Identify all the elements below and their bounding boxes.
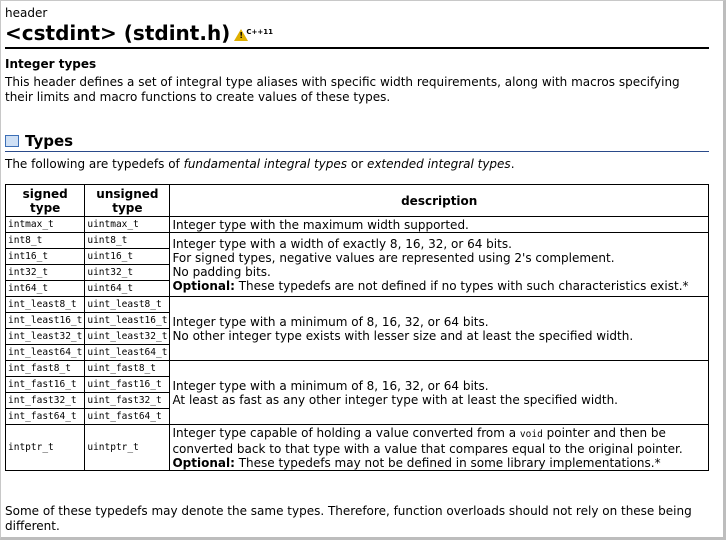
signed-type-cell[interactable]: int_fast32_t: [6, 393, 85, 409]
signed-type-cell[interactable]: int_least16_t: [6, 313, 85, 329]
unsigned-type-cell[interactable]: uint_least32_t: [85, 329, 170, 345]
table-row: [6, 297, 709, 313]
signed-type-cell[interactable]: intmax_t: [6, 217, 85, 233]
signed-type-cell[interactable]: int_least64_t: [6, 345, 85, 361]
col-header-unsigned: unsigned type: [85, 185, 170, 217]
warning-cpp11-icon: ! C++11: [234, 29, 264, 41]
table-row: [6, 233, 709, 249]
unsigned-type-cell[interactable]: uint_least8_t: [85, 297, 170, 313]
signed-type-cell[interactable]: intptr_t: [6, 425, 85, 471]
table-row: [6, 425, 709, 471]
signed-type-cell[interactable]: int_fast8_t: [6, 361, 85, 377]
fundamental-types-link[interactable]: fundamental integral types: [183, 157, 348, 171]
signed-type-cell[interactable]: int64_t: [6, 281, 85, 297]
unsigned-type-cell[interactable]: uintptr_t: [85, 425, 170, 471]
unsigned-type-cell[interactable]: uint_least64_t: [85, 345, 170, 361]
signed-type-cell[interactable]: int16_t: [6, 249, 85, 265]
title-rule: [5, 47, 709, 49]
col-header-description: description: [170, 185, 709, 217]
signed-type-cell[interactable]: int_least32_t: [6, 329, 85, 345]
types-section-title: Types: [25, 132, 74, 150]
types-table: [5, 184, 709, 471]
unsigned-type-cell[interactable]: uint_fast8_t: [85, 361, 170, 377]
col-header-signed: signed type: [6, 185, 85, 217]
desc-cell-exact: Integer type with a width of exactly 8, 16, 32, or 64 bits. For signed types, negative values are represented using 2's complement. No padding bits. Optional: These typedefs are not defined if no types with such characteristics exist.*: [170, 233, 709, 297]
intro-paragraph: This header defines a set of integral type aliases with specific width requirements, along with macros specifying their limits and macro functions to create values of these types.: [5, 75, 680, 104]
unsigned-type-cell[interactable]: uint_fast16_t: [85, 377, 170, 393]
table-row: [6, 217, 709, 233]
page-title-text: <cstdint> (stdint.h): [5, 21, 231, 45]
section-rule: [5, 151, 709, 152]
page-title: [5, 21, 273, 45]
section-subtitle: Integer types: [5, 57, 97, 71]
unsigned-type-cell[interactable]: uint_fast64_t: [85, 409, 170, 425]
unsigned-type-cell[interactable]: uint16_t: [85, 249, 170, 265]
signed-type-cell[interactable]: int32_t: [6, 265, 85, 281]
desc-cell-fast: Integer type with a minimum of 8, 16, 32, or 64 bits. At least as fast as any other integer type with at least the specified width.: [170, 361, 709, 425]
signed-type-cell[interactable]: int_fast64_t: [6, 409, 85, 425]
unsigned-type-cell[interactable]: uint_least16_t: [85, 313, 170, 329]
desc-cell-max: Integer type with the maximum width supported.: [170, 217, 709, 233]
signed-type-cell[interactable]: int_fast16_t: [6, 377, 85, 393]
types-lead: The following are typedefs of fundamental integral types or extended integral types.: [5, 157, 515, 171]
unsigned-type-cell[interactable]: uint_fast32_t: [85, 393, 170, 409]
table-row: [6, 361, 709, 377]
footer-note: Some of these typedefs may denote the same types. Therefore, function overloads should not rely on these being different.: [5, 504, 692, 533]
unsigned-type-cell[interactable]: uintmax_t: [85, 217, 170, 233]
desc-cell-ptr: Integer type capable of holding a value converted from a void pointer and then be converted back to that type with a value that compares equal to the original pointer. Optional: These typedefs may not be defined in some library implementations.*: [170, 425, 709, 471]
unsigned-type-cell[interactable]: uint64_t: [85, 281, 170, 297]
unsigned-type-cell[interactable]: uint8_t: [85, 233, 170, 249]
signed-type-cell[interactable]: int8_t: [6, 233, 85, 249]
section-icon: [5, 135, 19, 147]
signed-type-cell[interactable]: int_least8_t: [6, 297, 85, 313]
unsigned-type-cell[interactable]: uint32_t: [85, 265, 170, 281]
extended-types-link[interactable]: extended integral types: [366, 157, 511, 171]
header-kind: header: [5, 6, 48, 20]
desc-cell-least: Integer type with a minimum of 8, 16, 32, or 64 bits. No other integer type exists with lesser size and at least the specified width.: [170, 297, 709, 361]
